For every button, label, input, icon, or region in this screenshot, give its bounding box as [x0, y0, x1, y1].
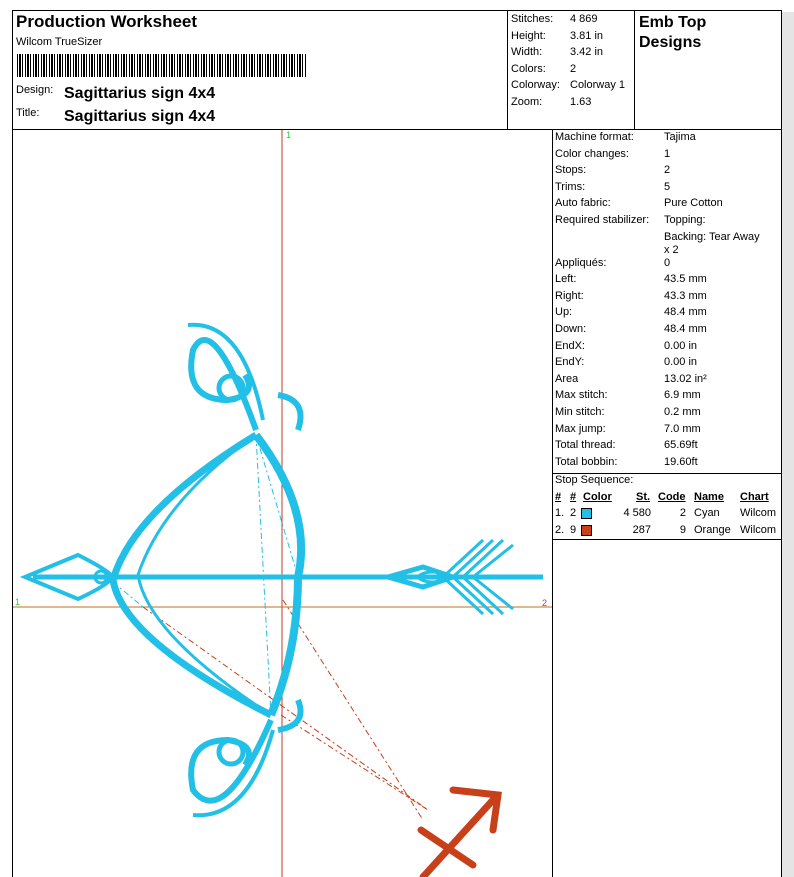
- seq-header-color: Color: [583, 491, 612, 503]
- header-divider-1: [507, 10, 508, 130]
- spec-row: [555, 323, 781, 340]
- spec-label: Total bobbin:: [555, 455, 618, 468]
- spec-row: [555, 273, 781, 290]
- sagittarius-bow: [25, 325, 543, 816]
- summary-label: Zoom:: [511, 95, 543, 108]
- seq-header-index: #: [555, 491, 562, 503]
- seq-row-code: 9: [679, 524, 686, 536]
- design-label: Design:: [16, 84, 54, 96]
- spec-label: Area: [555, 372, 579, 385]
- spec-value: 5: [664, 180, 671, 193]
- spec-value: x 2: [664, 243, 679, 256]
- spec-row: [555, 290, 781, 307]
- summary-label: Colors:: [511, 62, 546, 75]
- summary-label: Width:: [511, 46, 543, 58]
- spec-row: [555, 423, 781, 440]
- barcode: [17, 54, 307, 77]
- summary-row: [511, 28, 633, 45]
- spec-label: Machine format:: [555, 131, 634, 143]
- seq-row-name: Cyan: [694, 507, 720, 519]
- spec-label: Color changes:: [555, 147, 629, 160]
- seq-row-chart: Wilcom: [740, 524, 777, 536]
- summary-table: [511, 11, 633, 110]
- specs-panel-divider: [552, 129, 553, 877]
- seq-row-number: 9: [570, 524, 577, 536]
- spec-row: [555, 373, 781, 390]
- summary-value: 3.81 in: [570, 29, 604, 42]
- seq-row-code: 2: [679, 507, 686, 519]
- summary-row: [511, 11, 633, 28]
- seq-row-stitches: 4 580: [623, 507, 651, 519]
- spec-row: [555, 406, 781, 423]
- spec-value: 43.5 mm: [664, 273, 707, 286]
- spec-value: Backing: Tear Away: [664, 230, 760, 243]
- sequence-bottom-rule: [552, 539, 782, 540]
- spec-label: Right:: [555, 289, 584, 302]
- summary-value: 3.42 in: [570, 46, 604, 58]
- spec-value: 0.2 mm: [664, 405, 701, 418]
- summary-label: Height:: [511, 29, 546, 42]
- title-value: Sagittarius sign 4x4: [64, 108, 216, 125]
- header-divider-2: [634, 10, 635, 130]
- spec-value: 1: [664, 147, 671, 160]
- spec-row: [555, 181, 781, 198]
- spec-label: Max jump:: [555, 422, 606, 435]
- summary-row: [511, 94, 633, 111]
- orange-jump-lines: [143, 600, 428, 820]
- seq-header-chart: Chart: [740, 491, 769, 503]
- color-swatch: [581, 525, 592, 536]
- spec-label: Trims:: [555, 180, 586, 193]
- spec-value: 13.02 in²: [664, 372, 707, 385]
- spec-label: EndX:: [555, 339, 585, 352]
- specs-panel: [555, 131, 781, 472]
- color-swatch: [581, 508, 592, 519]
- spec-row: [555, 231, 781, 244]
- spec-row: [555, 214, 781, 231]
- seq-row-stitches: 287: [632, 524, 651, 536]
- spec-value: 2: [664, 164, 671, 177]
- spec-label: Stops:: [555, 164, 587, 177]
- sagittarius-symbol: [421, 790, 498, 877]
- summary-row: [511, 61, 633, 78]
- spec-row: [555, 389, 781, 406]
- company-line-2: Designs: [639, 34, 702, 51]
- spec-label: Required stabilizer:: [555, 213, 650, 226]
- axis-label-right: 2: [542, 598, 548, 608]
- summary-value: Colorway 1: [570, 79, 626, 91]
- company-line-1: Emb Top: [639, 14, 707, 31]
- software-name: Wilcom TrueSizer: [16, 36, 103, 48]
- summary-value: 1.63: [570, 95, 592, 108]
- spec-value: 0.00 in: [664, 356, 698, 369]
- spec-row: [555, 306, 781, 323]
- spec-row: [555, 340, 781, 357]
- spec-row: [555, 456, 781, 473]
- axis-label-top: 1: [286, 130, 292, 140]
- spec-value: 19.60ft: [664, 455, 698, 468]
- spec-value: 43.3 mm: [664, 289, 707, 302]
- design-value: Sagittarius sign 4x4: [64, 85, 216, 102]
- spec-value: 0.00 in: [664, 339, 698, 352]
- spec-row: [555, 148, 781, 165]
- spec-value: Pure Cotton: [664, 197, 723, 210]
- spec-row: [555, 244, 781, 257]
- spec-label: Down:: [555, 322, 587, 335]
- spec-value: 7.0 mm: [664, 422, 701, 435]
- page-shadow: [782, 12, 794, 877]
- title-label: Title:: [16, 107, 40, 119]
- spec-label: Auto fabric:: [555, 197, 611, 210]
- spec-row: [555, 164, 781, 181]
- page-title: Production Worksheet: [16, 12, 198, 31]
- spec-label: Appliqués:: [555, 256, 607, 269]
- summary-value: 2: [570, 62, 577, 75]
- seq-row-name: Orange: [694, 524, 731, 536]
- spec-label: Total thread:: [555, 439, 616, 452]
- seq-row-chart: Wilcom: [740, 507, 777, 519]
- spec-value: Tajima: [664, 131, 696, 143]
- seq-header-name: Name: [694, 491, 724, 503]
- design-preview: [13, 130, 552, 877]
- spec-label: Min stitch:: [555, 405, 605, 418]
- spec-value: 6.9 mm: [664, 389, 701, 402]
- spec-value: Topping:: [664, 213, 706, 226]
- seq-header-code: Code: [658, 491, 686, 503]
- spec-row: [555, 439, 781, 456]
- spec-value: 48.4 mm: [664, 322, 707, 335]
- summary-row: [511, 77, 633, 94]
- spec-value: 65.69ft: [664, 439, 698, 452]
- summary-label: Stitches:: [511, 13, 554, 25]
- spec-value: 48.4 mm: [664, 306, 707, 319]
- company-name: [639, 13, 706, 53]
- spec-value: 0: [664, 256, 671, 269]
- spec-label: Max stitch:: [555, 389, 608, 402]
- spec-row: [555, 356, 781, 373]
- stop-sequence-title: Stop Sequence:: [555, 474, 634, 486]
- seq-header-number: #: [570, 491, 577, 503]
- summary-value: 4 869: [570, 13, 598, 25]
- seq-header-stitches: St.: [636, 491, 651, 503]
- spec-label: EndY:: [555, 356, 585, 369]
- seq-row-index: 1.: [555, 507, 565, 519]
- spec-row: [555, 197, 781, 214]
- summary-row: [511, 44, 633, 61]
- spec-label: Left:: [555, 273, 577, 286]
- seq-row-number: 2: [570, 507, 577, 519]
- seq-row-index: 2.: [555, 524, 565, 536]
- axis-label-left: 1: [15, 597, 21, 607]
- spec-label: Up:: [555, 306, 573, 319]
- spec-row: [555, 257, 781, 274]
- spec-row: [555, 131, 781, 148]
- summary-label: Colorway:: [511, 79, 560, 91]
